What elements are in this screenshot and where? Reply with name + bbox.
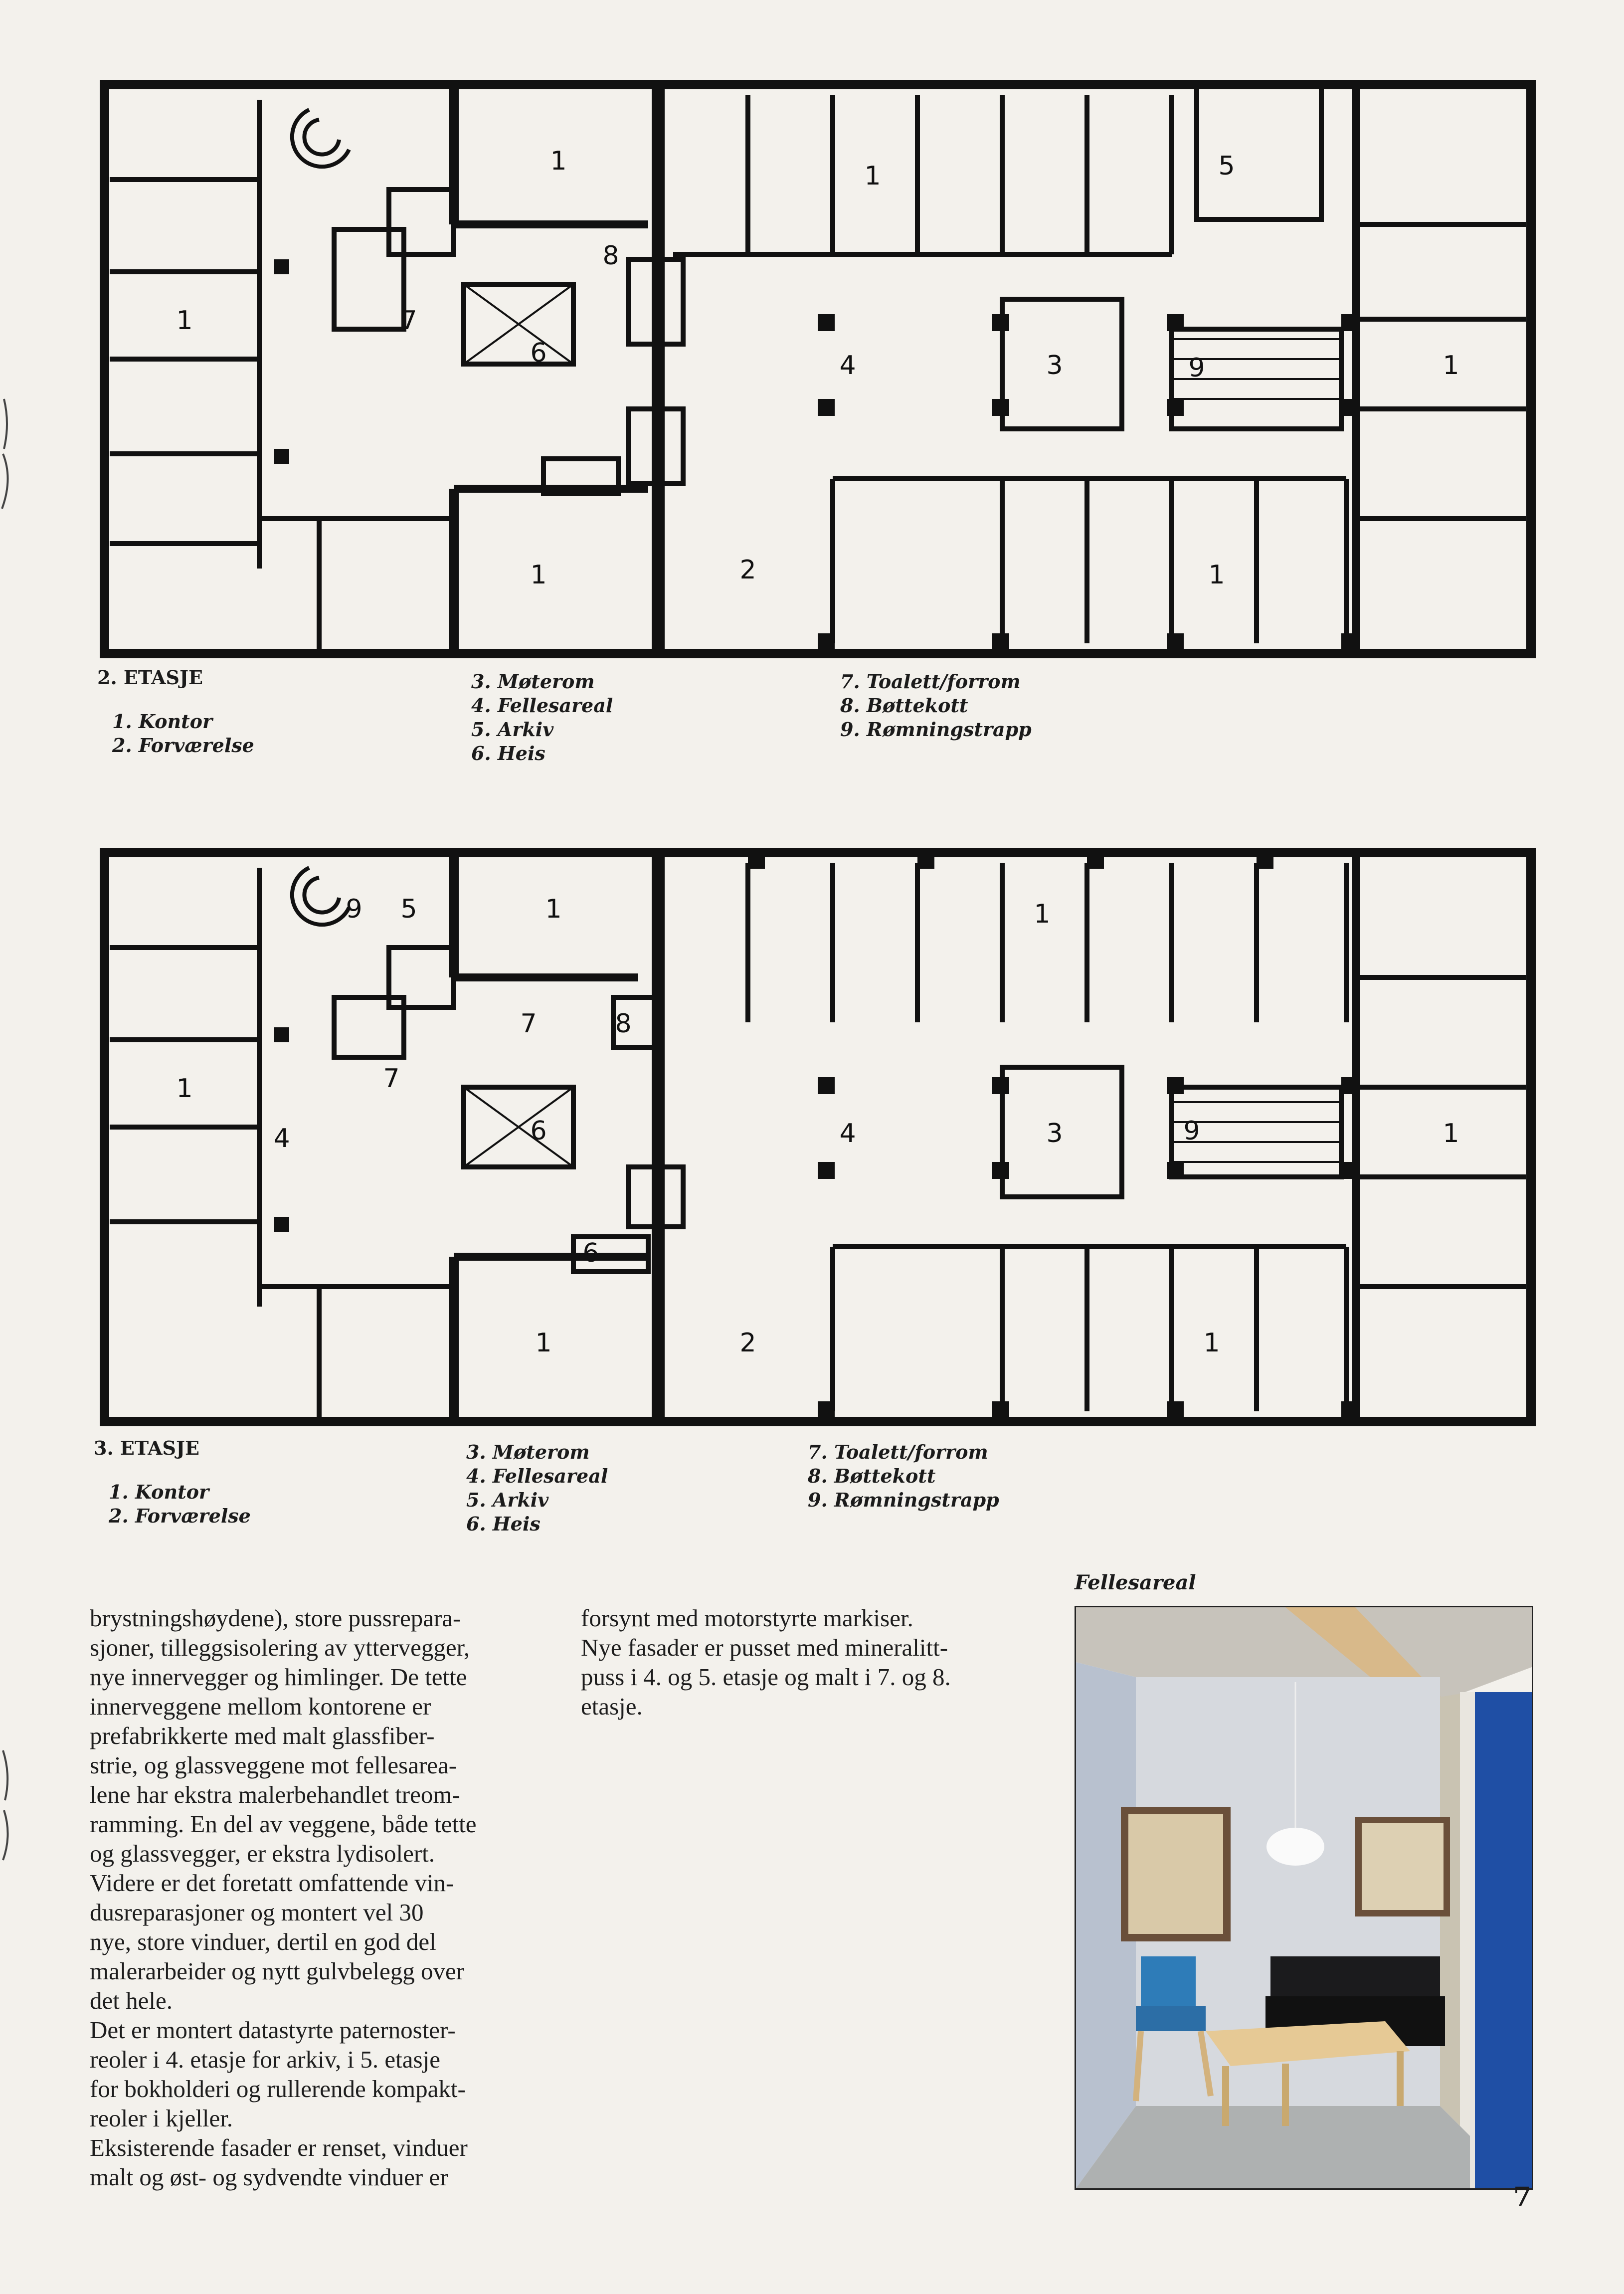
room-number: 4 [273, 1124, 290, 1153]
photo-fellesareal [1075, 1606, 1533, 2190]
text-line: etasje. [581, 1693, 643, 1720]
floor-plan-drawing [100, 848, 1536, 1426]
room-number: 1 [864, 161, 881, 191]
room-number: 1 [1208, 560, 1225, 590]
legend-3-etasje-col3 [808, 1440, 999, 1512]
text-line: Det er montert datastyrte paternoster- [90, 2016, 456, 2044]
text-line: for bokholderi og rullerende kompakt- [90, 2075, 466, 2103]
room-number: 4 [839, 351, 856, 381]
room-number: 1 [176, 306, 193, 336]
floor-plan-3-etasje [100, 848, 1536, 1426]
legend-2-etasje-col2 [471, 670, 613, 765]
room-number: 9 [346, 894, 362, 924]
lounge-photo [1076, 1607, 1532, 2188]
text-line: puss i 4. og 5. etasje og malt i 7. og 8. [581, 1663, 951, 1691]
text-line: Nye fasader er pusset med mineralitt- [581, 1634, 948, 1661]
legend-2-etasje [97, 666, 254, 758]
legend-3-etasje [94, 1436, 251, 1528]
legend-item: 9. Rømningstrapp [808, 1489, 999, 1511]
room-number: 1 [176, 1074, 193, 1104]
legend-item: 1. Kontor [109, 1481, 209, 1503]
text-line: forsynt med motorstyrte markiser. [581, 1604, 913, 1632]
legend-item: 2. Forværelse [112, 734, 254, 757]
room-number: 1 [545, 894, 562, 924]
room-number: 2 [739, 555, 756, 585]
text-line: sjoner, tilleggsisolering av yttervegger, [90, 1634, 470, 1661]
room-number: 7 [383, 1064, 400, 1094]
room-number: 6 [582, 1238, 599, 1268]
room-number: 1 [1443, 1119, 1459, 1148]
room-number: 6 [530, 1116, 547, 1146]
room-number: 1 [550, 146, 567, 176]
legend-item: 7. Toalett/forrom [840, 670, 1021, 693]
page-number: 7 [1513, 2182, 1532, 2212]
legend-item: 8. Bøttekott [840, 694, 968, 717]
legend-item: 5. Arkiv [466, 1489, 549, 1511]
legend-item: 1. Kontor [112, 710, 212, 733]
room-number: 5 [1218, 151, 1235, 181]
legend-item: 4. Fellesareal [471, 694, 613, 717]
photo-caption: Fellesareal [1075, 1571, 1196, 1594]
room-number: 7 [400, 306, 417, 336]
room-number: 5 [400, 894, 417, 924]
body-text-column-2 [581, 1603, 1040, 1721]
text-line: Videre er det foretatt omfattende vin- [90, 1869, 454, 1897]
floor-plan-drawing [100, 80, 1536, 658]
text-line: prefabrikkerte med malt glassfiber- [90, 1722, 435, 1749]
text-line: reoler i kjeller. [90, 2104, 233, 2132]
room-number: 1 [535, 1328, 552, 1358]
room-number: 9 [1183, 1116, 1200, 1146]
legend-item: 2. Forværelse [109, 1505, 251, 1527]
text-line: ramming. En del av veggene, både tette [90, 1810, 477, 1838]
text-line: reoler i 4. etasje for arkiv, i 5. etasje [90, 2046, 440, 2073]
text-line: innerveggene mellom kontorene er [90, 1693, 431, 1720]
room-number: 4 [839, 1119, 856, 1148]
room-number: 1 [1443, 351, 1459, 381]
room-number: 7 [520, 1009, 537, 1039]
legend-2-etasje-col3 [840, 670, 1032, 742]
room-number: 8 [615, 1009, 632, 1039]
legend-item: 3. Møterom [466, 1441, 590, 1463]
body-text-column-1 [90, 1603, 553, 2192]
text-line: malerarbeider og nytt gulvbelegg over [90, 1957, 465, 1985]
room-number: 3 [1046, 351, 1063, 381]
room-number: 6 [530, 338, 547, 368]
floor-plan-2-etasje [100, 80, 1536, 658]
room-number: 2 [739, 1328, 756, 1358]
legend-item: 6. Heis [471, 742, 545, 765]
text-line: lene har ekstra malerbehandlet treom- [90, 1781, 460, 1808]
text-line: det hele. [90, 1987, 173, 2014]
floor-heading: 3. ETASJE [94, 1437, 199, 1459]
text-line: nye innervegger og himlinger. De tette [90, 1663, 467, 1691]
text-line: strie, og glassveggene mot fellesarea- [90, 1751, 457, 1779]
legend-item: 8. Bøttekott [808, 1465, 936, 1487]
binder-mark [0, 1745, 15, 1865]
legend-item: 6. Heis [466, 1513, 541, 1535]
legend-item: 3. Møterom [471, 670, 595, 693]
room-number: 1 [1034, 899, 1051, 929]
text-line: dusreparasjoner og montert vel 30 [90, 1899, 424, 1926]
text-line: nye, store vinduer, dertil en god del [90, 1928, 436, 1955]
legend-item: 4. Fellesareal [466, 1465, 608, 1487]
binder-mark [0, 394, 15, 514]
text-line: malt og øst- og sydvendte vinduer er [90, 2163, 448, 2191]
room-number: 8 [602, 241, 619, 271]
legend-item: 7. Toalett/forrom [808, 1441, 988, 1463]
legend-item: 9. Rømningstrapp [840, 718, 1032, 741]
room-number: 3 [1046, 1119, 1063, 1148]
legend-item: 5. Arkiv [471, 718, 554, 741]
text-line: Eksisterende fasader er renset, vinduer [90, 2134, 468, 2161]
legend-3-etasje-col2 [466, 1440, 608, 1536]
room-number: 1 [1203, 1328, 1220, 1358]
text-line: brystningshøydene), store pussrepara- [90, 1604, 461, 1632]
room-number: 1 [530, 560, 547, 590]
room-number: 9 [1188, 353, 1205, 383]
text-line: og glassvegger, er ekstra lydisolert. [90, 1840, 435, 1867]
floor-heading: 2. ETASJE [97, 666, 203, 689]
